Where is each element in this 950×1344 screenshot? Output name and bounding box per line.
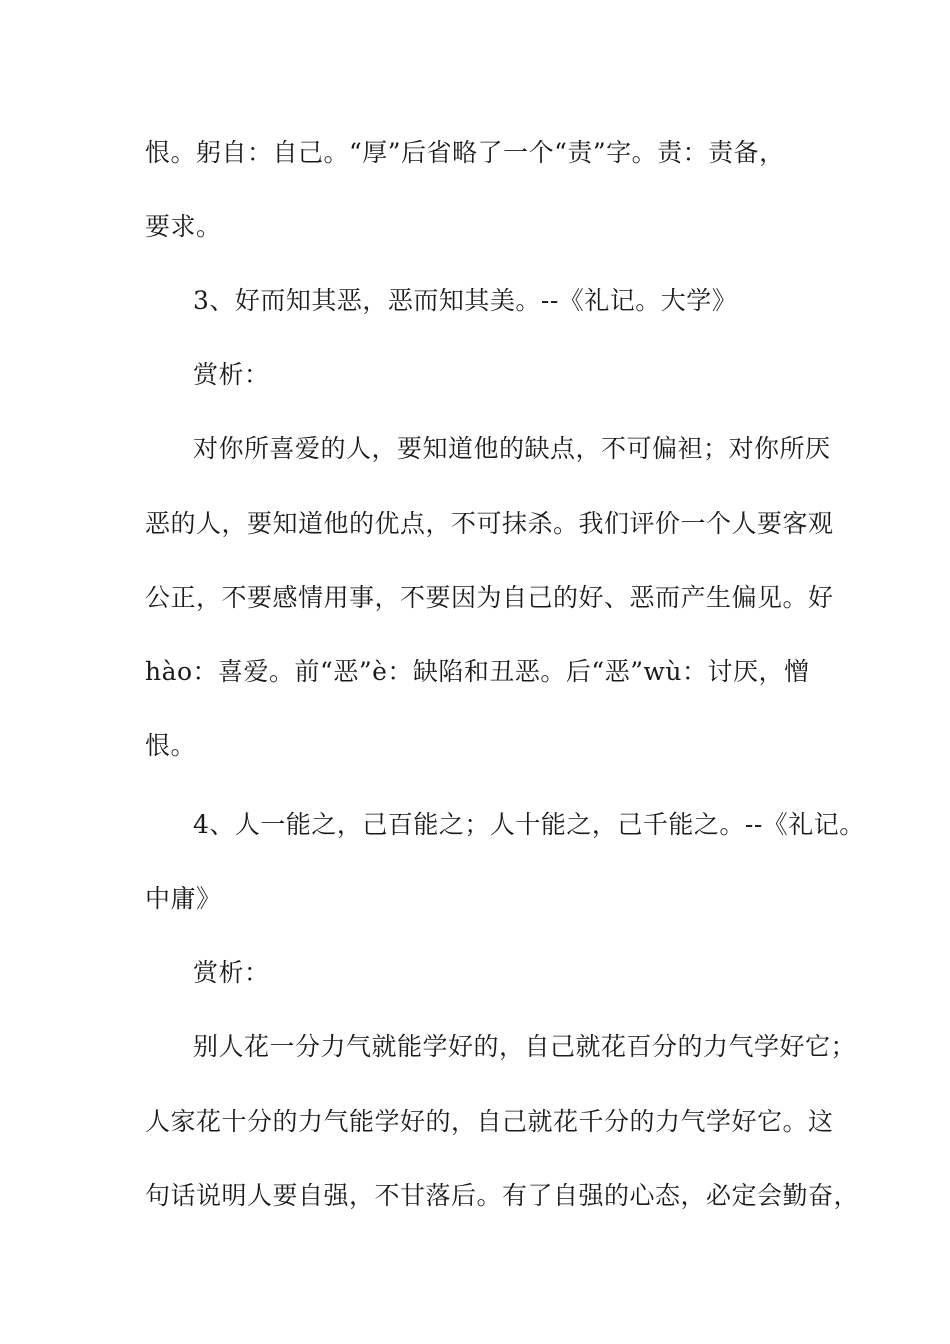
text-line: hào：喜爱。前“恶”è：缺陷和丑恶。后“恶”wù：讨厌，憎 — [145, 657, 810, 686]
text-line: 恨。 — [145, 731, 197, 760]
analysis-label: 赏析： — [193, 360, 270, 389]
text-line: 对你所喜爱的人，要知道他的缺点，不可偏袒；对你所厌 — [193, 434, 831, 463]
text-line: 中庸》 — [145, 884, 222, 913]
quote-heading: 3、好而知其恶，恶而知其美。--《礼记。大学》 — [193, 286, 738, 315]
text-line: 句话说明人要自强，不甘落后。有了自强的心态，必定会勤奋， — [145, 1181, 860, 1210]
text-line: 恨。躬自：自己。“厚”后省略了一个“责”字。责：责备， — [145, 138, 785, 167]
text-line: 别人花一分力气就能学好的，自己就花百分的力气学好它； — [193, 1032, 857, 1061]
text-line: 要求。 — [145, 212, 222, 241]
quote-heading: 4、人一能之，己百能之；人十能之，己千能之。--《礼记。 — [193, 810, 865, 839]
text-line: 恶的人，要知道他的优点，不可抹杀。我们评价一个人要客观 — [145, 509, 834, 538]
text-line: 公正，不要感情用事，不要因为自己的好、恶而产生偏见。好 — [145, 583, 834, 612]
text-line: 人家花十分的力气能学好的，自己就花千分的力气学好它。这 — [145, 1107, 834, 1136]
analysis-label: 赏析： — [193, 958, 270, 987]
